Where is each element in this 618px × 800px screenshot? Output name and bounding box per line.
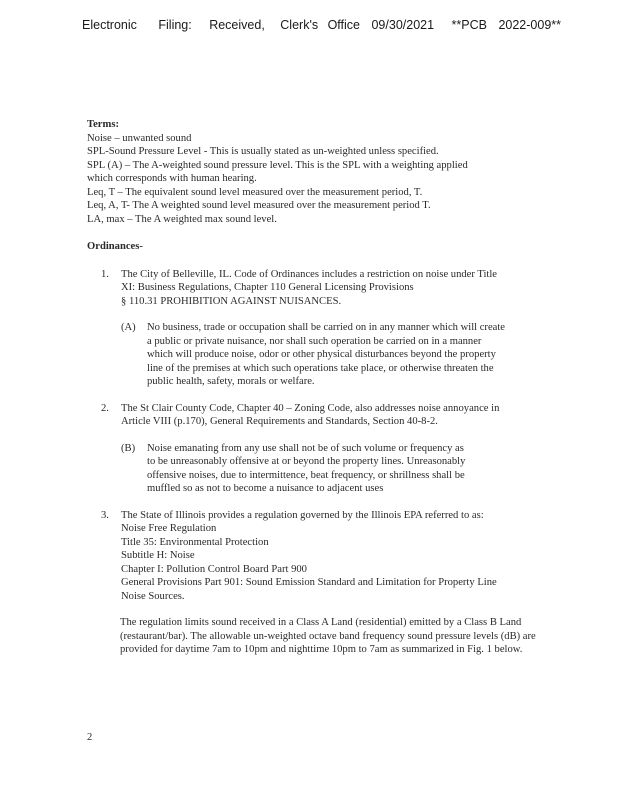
ordinance-line: Noise Sources. [121, 590, 185, 602]
regulation-paragraph: The regulation limits sound received in a Class A Land (residential) emitted by a Class B Land (restaurant/bar). The allowable un-weighted octave band frequency sound pressure levels (dB) are provided for daytime 7am to 10pm and nighttime 10pm to 7am as summarized in Fig. 1 below. [120, 617, 536, 655]
subclause-line: muffled so as not to become a nuisance to adjacent uses [147, 483, 384, 494]
ordinance-line: The City of Belleville, IL. Code of Ordinances includes a restriction on noise under Title [121, 268, 498, 280]
header-word: Filing: [158, 18, 192, 32]
header-word: Received, [209, 18, 265, 32]
header-date: 09/30/2021 [371, 18, 435, 32]
terms-section [87, 118, 547, 226]
ordinance-line: § 110.31 PROHIBITION AGAINST NUISANCES. [121, 295, 342, 307]
subclause-line: to be unreasonably offensive at or beyond the property lines. Unreasonably [147, 456, 466, 467]
subclause-line: line of the premises at which such operations take place, or otherwise threaten the [147, 362, 494, 374]
ordinance-line: Article VIII (p.170), General Requirements and Standards, Section 40-8-2. [121, 416, 438, 427]
term-line: SPL-Sound Pressure Level - This is usually stated as un-weighted unless specified. [87, 146, 439, 157]
list-number: 1. [101, 268, 109, 280]
subclause-label: (A) [121, 322, 136, 333]
list-number: 3. [101, 509, 109, 521]
ordinances-heading: Ordinances- [87, 241, 143, 252]
header-case-number: 2022-009** [498, 18, 562, 32]
subclause-line: offensive noises, due to intermittence, beat frequency, or shrillness shall be [147, 469, 465, 481]
ordinance-line: Title 35: Environmental Protection [121, 536, 269, 548]
term-line: Noise – unwanted sound [87, 132, 192, 144]
list-number: 2. [101, 402, 109, 414]
ordinance-line: The State of Illinois provides a regulation governed by the Illinois EPA referred to as: [121, 509, 484, 521]
subclause-line: a public or private nuisance, nor shall such operation be carried on in a manner [147, 335, 482, 347]
term-line: SPL (A) – The A-weighted sound pressure level. This is the SPL with a weighting applied [87, 159, 468, 171]
term-line: LA, max – The A weighted max sound level. [87, 213, 277, 225]
subclause-line: No business, trade or occupation shall be carried on in any manner which will create [147, 322, 506, 333]
ordinance-item-1 [87, 268, 547, 389]
ordinance-line: XI: Business Regulations, Chapter 110 General Licensing Provisions [121, 282, 414, 293]
subclause-line: public health, safety, morals or welfare. [147, 376, 315, 387]
subclause-line: Noise emanating from any use shall not be of such volume or frequency as [147, 442, 464, 454]
header-word: Electronic [82, 18, 137, 32]
ordinance-line: The St Clair County Code, Chapter 40 – Zoning Code, also addresses noise annoyance in [121, 402, 500, 414]
page-number: 2 [87, 732, 93, 743]
ordinance-subclause-b [121, 442, 547, 496]
subclause-line: which will produce noise, odor or other physical disturbances beyond the property [147, 349, 496, 360]
ordinance-line: Noise Free Regulation [121, 523, 217, 534]
ordinance-line: General Provisions Part 901: Sound Emission Standard and Limitation for Property Line [121, 577, 497, 588]
term-line: Leq, A, T- The A weighted sound level measured over the measurement period T. [87, 200, 431, 211]
term-line: which corresponds with human hearing. [87, 173, 257, 184]
header-case-prefix: **PCB [451, 18, 487, 32]
header-word: Clerk's [280, 18, 319, 32]
terms-heading: Terms: [87, 119, 119, 130]
header-word: Office [327, 18, 360, 32]
ordinance-item-3 [87, 509, 547, 604]
ordinance-line: Subtitle H: Noise [121, 550, 195, 561]
ordinance-line: Chapter I: Pollution Control Board Part 900 [121, 563, 307, 575]
filing-stamp-header [82, 18, 561, 32]
ordinance-item-2 [87, 402, 547, 496]
subclause-label: (B) [121, 442, 136, 454]
document-body [87, 118, 547, 657]
ordinance-subclause-a [121, 321, 547, 389]
term-line: Leq, T – The equivalent sound level measured over the measurement period, T. [87, 186, 423, 198]
